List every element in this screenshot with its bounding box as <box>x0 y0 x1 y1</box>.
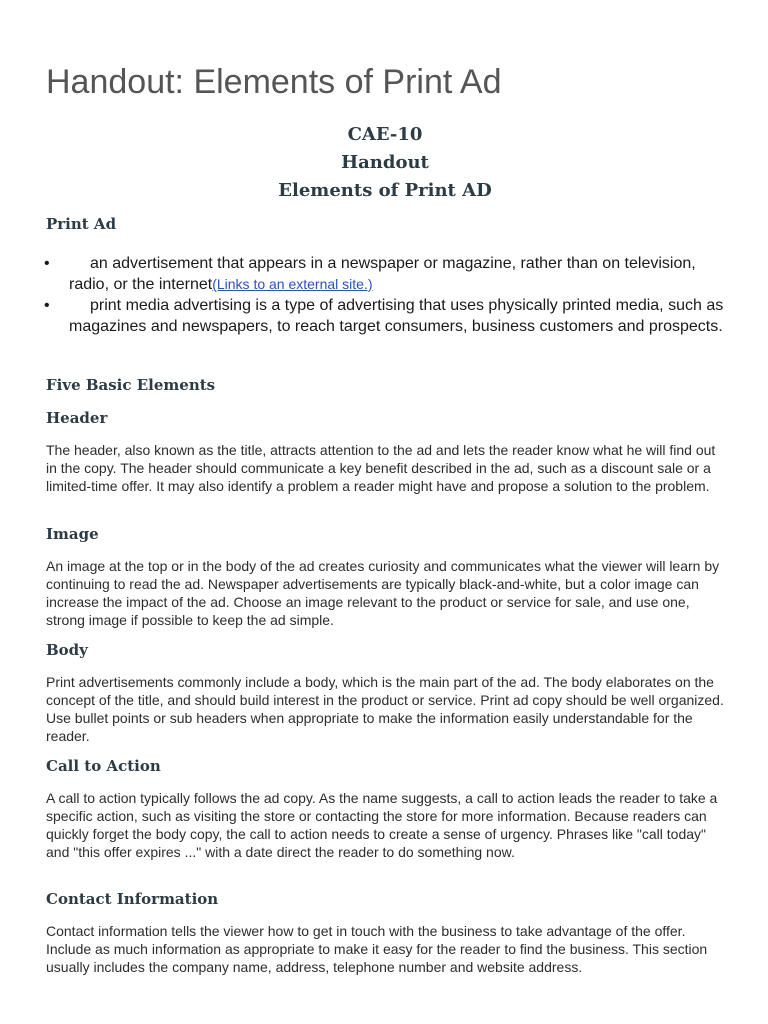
page-title: Handout: Elements of Print Ad <box>46 63 502 101</box>
contact-information-paragraph: Contact information tells the viewer how to get in touch with the business to take advantage of the offer. Include as much information as appropriate to make it easy for the reader to find the business. This section usually includes the company name, address, telephone number and website address. <box>46 923 708 975</box>
external-site-link[interactable]: (Links to an external site.) <box>212 276 373 292</box>
five-basic-elements-heading: Five Basic Elements <box>46 376 216 394</box>
handout-title-block <box>46 121 724 205</box>
bullet-icon: • <box>44 255 50 272</box>
definition-text: an advertisement that appears in a newspaper or magazine, rather than on television, radio, or the internet <box>69 255 696 293</box>
header-paragraph: The header, also known as the title, attracts attention to the ad and lets the reader know what he will find out in the copy. The header should communicate a key benefit described in the ad, such as a discount sale or a limited-time offer. It may also identify a problem a reader might have and propose a solution to the problem. <box>46 442 716 494</box>
bullet-icon: • <box>44 297 50 314</box>
course-code: CAE-10 <box>347 124 423 145</box>
call-to-action-heading: Call to Action <box>46 757 161 775</box>
handout-subject: Elements of Print AD <box>278 180 492 201</box>
header-heading: Header <box>46 409 108 427</box>
definition-text: print media advertising is a type of advertising that uses physically printed media, such as magazines and newspapers, to reach target consumers, business customers and prospects. <box>69 297 724 335</box>
body-heading: Body <box>46 641 88 659</box>
print-ad-heading: Print Ad <box>46 215 117 233</box>
handout-label: Handout <box>341 152 429 173</box>
image-heading: Image <box>46 525 99 543</box>
body-paragraph: Print advertisements commonly include a body, which is the main part of the ad. The body elaborates on the concept of the title, and should build interest in the product or service. Print ad copy should be well organized. Use bullet points or sub headers when appropriate to make the information easily understandable for the reader. <box>46 674 724 744</box>
contact-information-heading: Contact Information <box>46 890 219 908</box>
list-item <box>46 253 736 295</box>
list-item <box>46 295 736 337</box>
call-to-action-paragraph: A call to action typically follows the ad copy. As the name suggests, a call to action leads the reader to take a specific action, such as visiting the store or contacting the store for more information. Because readers can quickly forget the body copy, the call to action needs to create a sense of urgency. Phrases like "call today" and "this offer expires ..." with a date direct the reader to do something now. <box>46 790 718 860</box>
image-paragraph: An image at the top or in the body of the ad creates curiosity and communicates what the viewer will learn by continuing to read the ad. Newspaper advertisements are typically black-and-white, but a color image can increase the impact of the ad. Choose an image relevant to the product or service for sale, and use one, strong image if possible to keep the ad simple. <box>46 558 720 628</box>
print-ad-definitions <box>46 253 736 337</box>
